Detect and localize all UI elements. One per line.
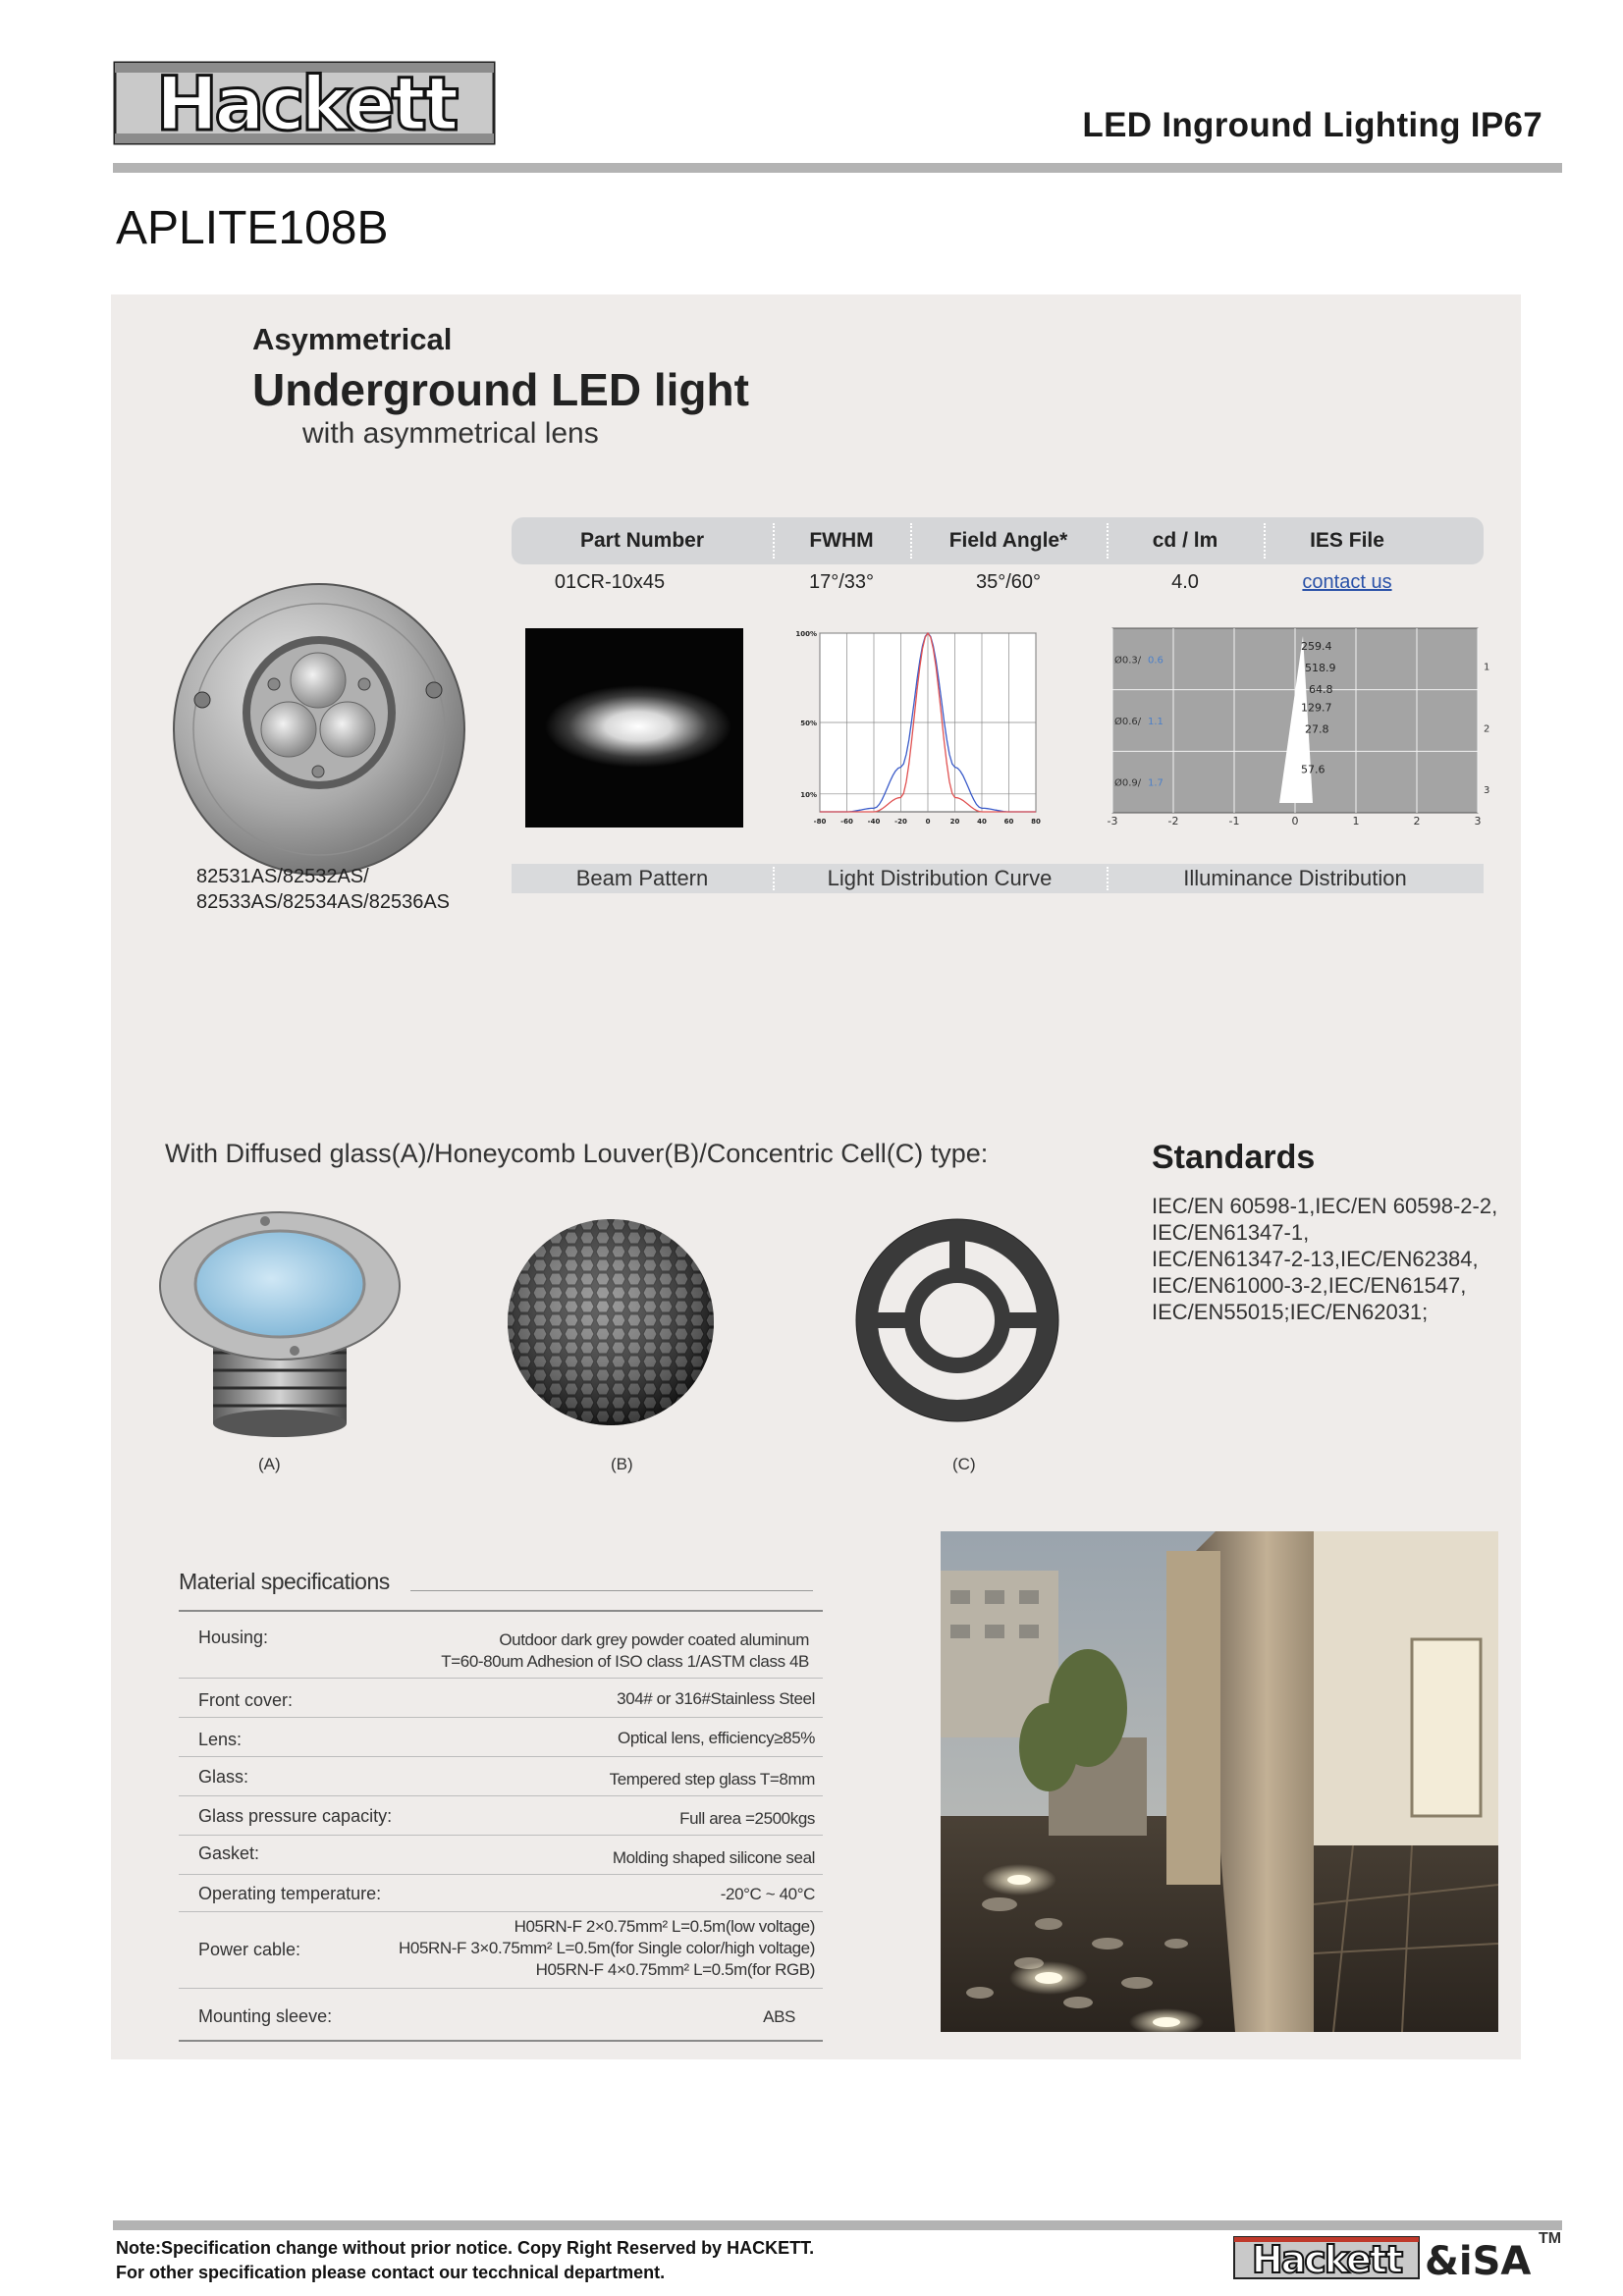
variant-b-label: (B) (611, 1455, 633, 1473)
material-specs-title: Material specifications (179, 1569, 390, 1594)
footer-logo-suffix: &iSA (1425, 2239, 1532, 2282)
field-angle-value: 35°/60° (975, 570, 1042, 593)
illum-value-label: 518.9 (1305, 662, 1336, 674)
illum-value-label: 57.6 (1301, 763, 1325, 776)
curve-x-tick: -60 (840, 818, 853, 826)
material-key: Glass pressure capacity: (198, 1806, 393, 1826)
header-fwhm: FWHM (809, 529, 874, 552)
standards-line: IEC/EN55015;IEC/EN62031; (1152, 1300, 1429, 1324)
curve-x-tick: -20 (894, 818, 907, 826)
illum-x-tick: -1 (1228, 815, 1240, 828)
material-row-housing (179, 1612, 823, 1679)
standards-line: IEC/EN61000-3-2,IEC/EN61547, (1152, 1273, 1467, 1298)
illum-x-tick: 1 (1352, 815, 1360, 828)
illum-value-label: 64.8 (1309, 683, 1333, 696)
illum-value-label: 129.7 (1301, 701, 1332, 715)
header-part-number: Part Number (579, 529, 705, 552)
illum-row-label-value: 1.1 (1148, 717, 1163, 727)
footer-contact-note: For other specification please contact our tecchnical department. (116, 2263, 666, 2282)
header-ies-file: IES File (1310, 529, 1384, 552)
curve-x-tick: 60 (1003, 818, 1014, 826)
curve-x-tick: 20 (949, 818, 960, 826)
material-key: Glass: (198, 1767, 249, 1787)
material-value-line: Outdoor dark grey powder coated aluminum (499, 1630, 809, 1649)
application-photo (941, 1531, 1498, 2032)
light-distribution-chart (795, 628, 1046, 829)
footer-logo (1232, 2233, 1532, 2282)
standards-title: Standards (1152, 1139, 1316, 1176)
material-row-gasket (179, 1836, 823, 1875)
material-value-line: H05RN-F 4×0.75mm² L=0.5m(for RGB) (535, 1960, 815, 1979)
material-key: Mounting sleeve: (198, 2006, 333, 2026)
curve-x-tick: -40 (867, 818, 881, 826)
material-row-glass (179, 1757, 823, 1796)
header-field-angle: Field Angle* (948, 529, 1068, 552)
material-value: Molding shaped silicone seal (612, 1848, 815, 1867)
illum-row-label: Ø0.6/ (1114, 717, 1142, 727)
material-value (441, 1629, 809, 1673)
illum-x-tick: -3 (1108, 815, 1118, 828)
material-value-line: H05RN-F 2×0.75mm² L=0.5m(low voltage) (514, 1917, 815, 1936)
illum-right-tick: 2 (1484, 723, 1490, 735)
material-value-line: H05RN-F 3×0.75mm² L=0.5m(for Single color/high voltage) (399, 1939, 815, 1957)
curve-y-tick: 50% (800, 720, 817, 727)
caption-light-distribution: Light Distribution Curve (827, 866, 1053, 890)
fwhm-value: 17°/33° (808, 570, 875, 593)
variant-c-concentric-cell (854, 1217, 1060, 1423)
material-key: Front cover: (198, 1690, 294, 1710)
standards-line: IEC/EN 60598-1,IEC/EN 60598-2-2, (1152, 1194, 1498, 1218)
material-row-front-cover (179, 1679, 823, 1718)
header-divider (113, 163, 1562, 173)
variant-a-label: (A) (258, 1455, 281, 1473)
standards-list (1152, 1193, 1525, 1325)
material-value (399, 1916, 815, 1981)
material-key: Power cable: (198, 1940, 301, 1959)
curve-y-tick: 100% (795, 630, 817, 638)
material-value-line: T=60-80um Adhesion of ISO class 1/ASTM class 4B (441, 1652, 809, 1671)
illum-right-tick: 3 (1484, 785, 1490, 796)
illum-row-label: Ø0.9/ (1114, 777, 1142, 789)
trademark-mark: TM (1539, 2230, 1562, 2247)
illum-x-tick: 2 (1413, 815, 1421, 828)
page-header-title: LED Inground Lighting IP67 (1082, 106, 1542, 144)
material-value: 304# or 316#Stainless Steel (617, 1689, 815, 1708)
material-value: -20°C ~ 40°C (720, 1885, 815, 1903)
illum-right-tick: 1 (1484, 662, 1490, 673)
product-model-codes (196, 864, 450, 915)
variant-a-diffused-glass (157, 1207, 403, 1443)
intro-headline: Underground LED light (252, 364, 749, 415)
material-value: Optical lens, efficiency≥85% (618, 1729, 815, 1747)
illum-value-label: 27.8 (1305, 722, 1329, 736)
curve-x-tick: 40 (977, 818, 987, 826)
curve-y-tick: 10% (800, 790, 817, 799)
variant-c-label: (C) (952, 1455, 976, 1473)
illum-value-label: 259.4 (1301, 640, 1332, 653)
curve-x-tick: -80 (813, 818, 827, 826)
material-key: Housing: (198, 1628, 269, 1647)
illum-x-tick: 0 (1291, 815, 1299, 828)
caption-illuminance-distribution: Illuminance Distribution (1183, 866, 1407, 890)
luminaire-top-view (169, 579, 469, 880)
variant-b-honeycomb-louver (501, 1217, 722, 1428)
standards-line: IEC/EN61347-1, (1152, 1220, 1310, 1245)
ies-file-contact-link[interactable]: contact us (1302, 570, 1392, 593)
material-row-glass-pressure (179, 1796, 823, 1836)
header-cd-lm: cd / lm (1152, 529, 1218, 552)
intro-label: Asymmetrical (252, 322, 453, 356)
material-key: Operating temperature: (198, 1884, 382, 1903)
illum-x-tick: -2 (1167, 815, 1179, 828)
material-row-power-cable (179, 1912, 823, 1989)
material-title-rule (410, 1590, 813, 1591)
footer-divider (113, 2220, 1562, 2230)
model-number: APLITE108B (116, 202, 389, 254)
material-row-lens (179, 1718, 823, 1757)
footer-note: Note:Specification change without prior notice. Copy Right Reserved by HACKETT. (116, 2238, 815, 2258)
variants-title: With Diffused glass(A)/Honeycomb Louver(B)/Concentric Cell(C) type: (165, 1139, 989, 1168)
hackett-logo (113, 57, 498, 149)
logo-text: Hackett (155, 60, 456, 147)
spec-table-header (512, 517, 1484, 564)
material-value: Tempered step glass T=8mm (609, 1770, 815, 1789)
material-value: Full area =2500kgs (679, 1809, 815, 1828)
cd-lm-value: 4.0 (1171, 570, 1199, 593)
footer-logo-text: Hackett (1251, 2238, 1402, 2281)
model-codes-line-2: 82533AS/82534AS/82536AS (196, 891, 450, 913)
material-key: Gasket: (198, 1843, 260, 1863)
illum-row-label: Ø0.3/ (1114, 655, 1142, 667)
material-key: Lens: (198, 1730, 243, 1749)
curve-x-tick: 0 (925, 818, 931, 826)
illum-x-tick: 3 (1474, 815, 1482, 828)
intro-subtitle: with asymmetrical lens (302, 417, 599, 450)
spec-table-row (512, 564, 1484, 600)
caption-beam-pattern: Beam Pattern (575, 866, 709, 890)
curve-x-tick: 80 (1031, 818, 1041, 826)
material-row-mounting-sleeve (179, 1989, 823, 2042)
model-codes-line-1: 82531AS/82532AS/ (196, 866, 369, 887)
illum-row-label-value: 0.6 (1148, 655, 1163, 667)
beam-pattern-image (525, 628, 743, 828)
material-value: ABS (763, 2007, 795, 2026)
part-number-value: 01CR-10x45 (554, 570, 666, 593)
standards-line: IEC/EN61347-2-13,IEC/EN62384, (1152, 1247, 1479, 1271)
material-row-operating-temperature (179, 1875, 823, 1912)
diagram-captions (512, 864, 1484, 893)
illum-row-label-value: 1.7 (1148, 777, 1163, 789)
illuminance-distribution-chart (1108, 624, 1493, 828)
